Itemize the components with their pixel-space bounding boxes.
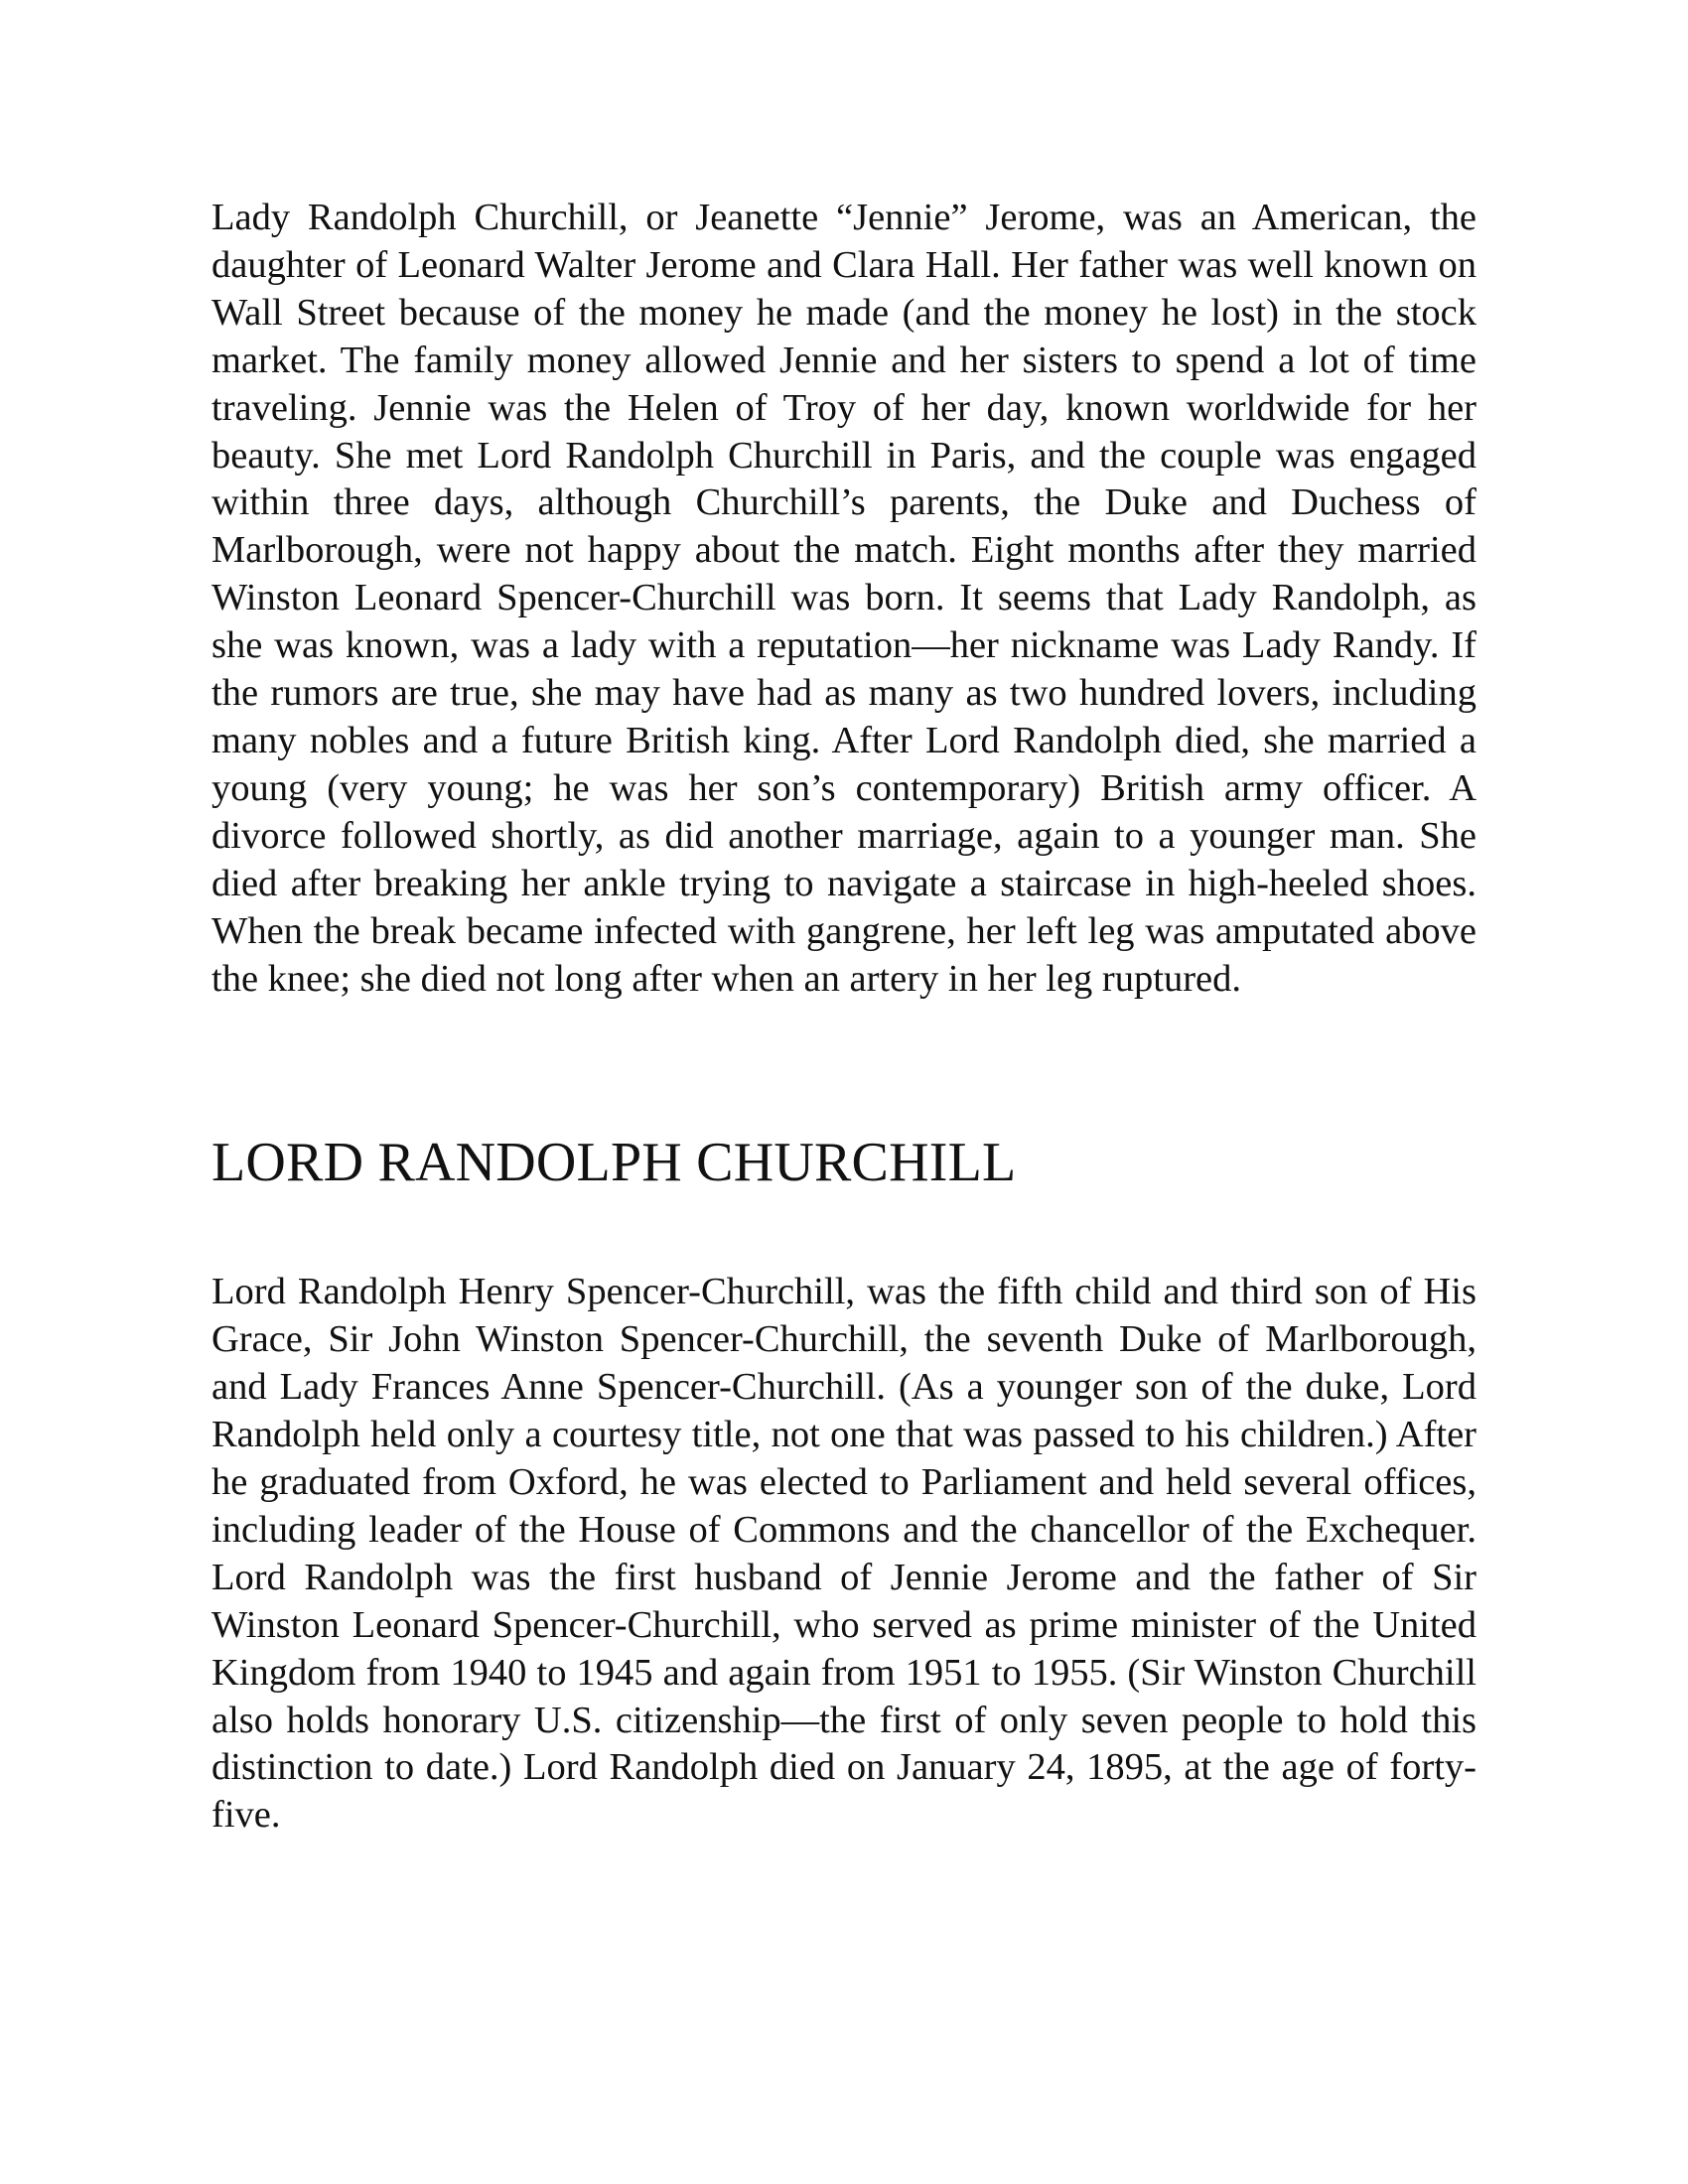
document-page bbox=[211, 195, 1477, 1840]
paragraph-lord-randolph: Lord Randolph Henry Spencer-Churchill, was the fifth child and third son of His Grace, Sir John Winston Spencer-Churchill, the seventh Duke of Marlborough, and Lady Frances Anne Spencer-Churchill. (As a younger son of the duke, Lord Randolph held only a courtesy title, not one that was passed to his children.) After he graduated from Oxford, he was elected to Parliament and held several offices, including leader of the House of Commons and the chancellor of the Exchequer. Lord Randolph was the first husband of Jennie Jerome and the father of Sir Winston Leonard Spencer-Churchill, who served as prime minister of the United Kingdom from 1940 to 1945 and again from 1951 to 1955. (Sir Winston Churchill also holds honorary U.S. citizenship—the first of only seven people to hold this distinction to date.) Lord Randolph died on January 24, 1895, at the age of forty-five. bbox=[211, 1271, 1477, 1837]
paragraph-lady-randolph: Lady Randolph Churchill, or Jeanette “Jennie” Jerome, was an American, the daughter of Leonard Walter Jerome and Clara Hall. Her father was well known on Wall Street because of the money he made (and the money he lost) in the stock market. The family money allowed Jennie and her sisters to spend a lot of time traveling. Jennie was the Helen of Troy of her day, known worldwide for her beauty. She met Lord Randolph Churchill in Paris, and the couple was engaged within three days, although Churchill’s parents, the Duke and Duchess of Marlborough, were not happy about the match. Eight months after they married Winston Leonard Spencer-Churchill was born. It seems that Lady Randolph, as she was known, was a lady with a reputation—her nickname was Lady Randy. If the rumors are true, she may have had as many as two hundred lovers, including many nobles and a future British king. After Lord Randolph died, she married a young (very young; he was her son’s contemporary) British army officer. A divorce followed shortly, as did another marriage, again to a younger man. She died after breaking her ankle trying to navigate a staircase in high-heeled shoes. When the break became infected with gangrene, her left leg was amputated above the knee; she died not long after when an artery in her leg ruptured. bbox=[211, 197, 1477, 1000]
section-heading: LORD RANDOLPH CHURCHILL bbox=[211, 1132, 1017, 1194]
